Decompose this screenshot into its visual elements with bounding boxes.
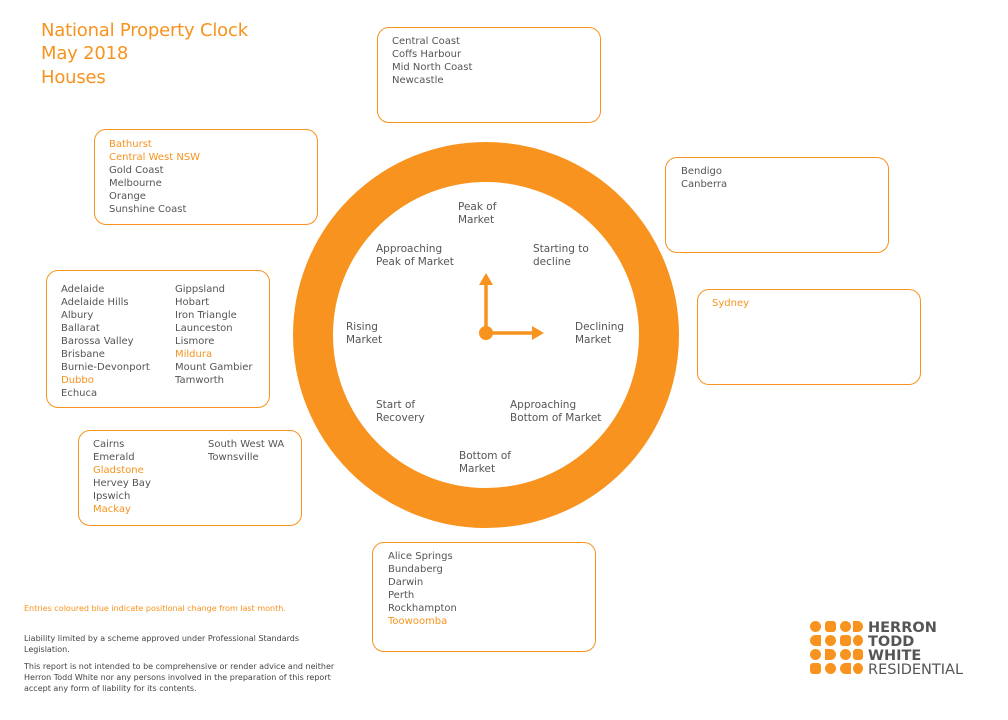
location-item: Hobart: [175, 297, 210, 308]
box-top-center: [377, 27, 601, 123]
clock-hour-hand-tip: [479, 273, 493, 285]
location-item: Ballarat: [61, 323, 100, 334]
box-lower-left: [78, 430, 302, 526]
location-list: [681, 165, 727, 191]
legend-note: Entries coloured blue indicate positional change from last month.: [24, 604, 286, 613]
location-item: Newcastle: [392, 75, 444, 86]
location-item: Melbourne: [109, 178, 162, 189]
location-item: Hervey Bay: [93, 478, 151, 489]
title-line-1: National Property Clock: [41, 20, 248, 41]
location-item: Mount Gambier: [175, 362, 253, 373]
location-item: Tamworth: [175, 375, 224, 386]
location-item: Gippsland: [175, 284, 226, 295]
location-item: Barossa Valley: [61, 336, 134, 347]
box-left: [46, 270, 270, 408]
location-item-highlighted: Toowoomba: [388, 616, 448, 627]
location-item: Adelaide Hills: [61, 297, 129, 308]
clock-label-peak: Peak of Market: [458, 201, 497, 226]
location-item-highlighted: Central West NSW: [109, 152, 201, 163]
location-item-highlighted: Dubbo: [61, 375, 94, 386]
location-item: Brisbane: [61, 349, 105, 360]
liability-note: Liability limited by a scheme approved under Professional Standards Legislation.: [24, 634, 299, 654]
location-item-highlighted: Sydney: [712, 298, 750, 309]
clock-label-bottom: Bottom of Market: [459, 450, 511, 475]
location-list: [109, 138, 200, 216]
box-upper-right: [665, 157, 889, 253]
clock-label-starting-decline: Starting to decline: [533, 243, 589, 268]
location-item: Orange: [109, 191, 146, 202]
title-line-2: May 2018: [41, 43, 129, 64]
box-right: [697, 289, 921, 385]
disclaimer-note: This report is not intended to be comprehensive or render advice and neither Herron Todd White nor any persons involved in the preparation of this report accept any form of liability for its contents.: [24, 662, 335, 693]
box-upper-left: [94, 129, 318, 225]
location-list: [388, 550, 457, 628]
location-item: Bundaberg: [388, 564, 443, 575]
location-item: Canberra: [681, 179, 728, 190]
clock-label-rising: Rising Market: [346, 321, 383, 346]
clock-label-approaching-peak: Approaching Peak of Market: [376, 243, 454, 268]
location-item: Bendigo: [681, 166, 722, 177]
location-item: Townsville: [208, 452, 259, 463]
box-bottom-center: [372, 542, 596, 652]
location-item: Launceston: [175, 323, 233, 334]
location-list: [61, 283, 150, 400]
clock-center: [479, 326, 493, 340]
location-item: Emerald: [93, 452, 135, 463]
location-item: Ipswich: [93, 491, 131, 502]
location-item: Albury: [61, 310, 94, 321]
location-item: Mid North Coast: [392, 62, 473, 73]
logo-text-white: WHITE: [868, 648, 922, 664]
location-item: Darwin: [388, 577, 424, 588]
location-item: South West WA: [208, 439, 285, 450]
clock-label-approaching-bottom: Approaching Bottom of Market: [510, 399, 602, 424]
clock-label-declining: Declining Market: [575, 321, 625, 346]
location-item: Perth: [388, 590, 415, 601]
title-line-3: Houses: [41, 67, 106, 88]
location-item: Central Coast: [392, 36, 460, 47]
location-item: Coffs Harbour: [392, 49, 462, 60]
logo-text-herron: HERRON: [868, 620, 937, 636]
location-item-highlighted: Bathurst: [109, 139, 152, 150]
logo-text-todd: TODD: [868, 634, 915, 650]
location-item: Rockhampton: [388, 603, 457, 614]
location-item-highlighted: Mackay: [93, 504, 131, 515]
location-list: [712, 297, 749, 310]
location-item: Burnie-Devonport: [61, 362, 150, 373]
location-item: Gold Coast: [109, 165, 164, 176]
location-list: [93, 438, 151, 516]
location-item-highlighted: Mildura: [175, 349, 213, 360]
location-item-highlighted: Gladstone: [93, 465, 144, 476]
location-item: Echuca: [61, 388, 98, 399]
location-item: Cairns: [93, 439, 125, 450]
location-item: Iron Triangle: [175, 310, 237, 321]
location-item: Sunshine Coast: [109, 204, 187, 215]
location-list: [208, 438, 284, 464]
logo-text-residential: RESIDENTIAL: [868, 662, 964, 678]
location-item: Alice Springs: [388, 551, 453, 562]
location-list: [175, 283, 253, 387]
location-item: Lismore: [175, 336, 215, 347]
clock-label-start-recovery: Start of Recovery: [376, 399, 425, 424]
location-list: [392, 35, 472, 87]
location-item: Adelaide: [61, 284, 105, 295]
clock-minute-hand-tip: [532, 326, 544, 340]
